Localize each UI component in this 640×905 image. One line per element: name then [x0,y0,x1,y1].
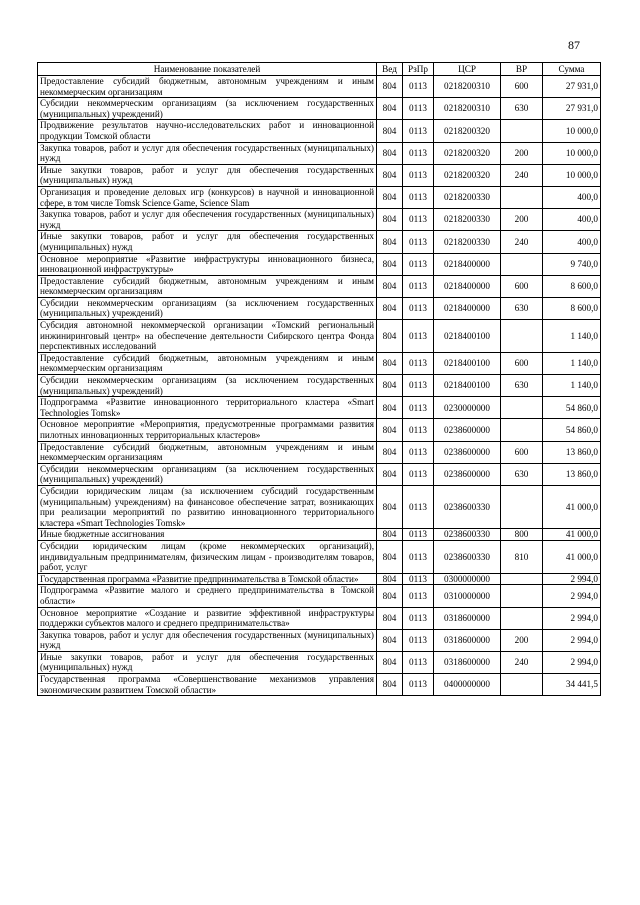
row-name-cell: Субсидии некоммерческим организациям (за исключением государственных (муниципальных) учреждений) [38,98,377,120]
row-ved-cell: 804 [377,98,403,120]
row-name-cell: Закупка товаров, работ и услуг для обеспечения государственных (муниципальных) нужд [38,209,377,231]
row-name-cell: Субсидии юридическим лицам (кроме некоммерческих организаций), индивидуальным предпринимателям, физическим лицам - производителям товаров, работ, услуг [38,540,377,573]
row-name-cell: Закупка товаров, работ и услуг для обеспечения государственных (муниципальных) нужд [38,629,377,651]
row-sum-cell: 1 140,0 [543,320,601,353]
table-row [38,142,601,164]
row-rzpr-cell: 0113 [403,209,434,231]
row-csr-cell: 0318600000 [434,651,501,673]
table-row [38,529,601,541]
row-ved-cell: 804 [377,629,403,651]
row-csr-cell: 0218400000 [434,297,501,319]
table-row [38,397,601,419]
row-sum-cell: 9 740,0 [543,253,601,275]
row-rzpr-cell: 0113 [403,142,434,164]
row-name-cell: Субсидии юридическим лицам (за исключением субсидий государственным (муниципальным) учреждениям) на финансовое обеспечение затрат, возникающих при реализации мероприятий по развитию инновационного территориального кластера «Smart Technologies Tomsk» [38,485,377,528]
row-ved-cell: 804 [377,529,403,541]
row-rzpr-cell: 0113 [403,98,434,120]
row-name-cell: Иные закупки товаров, работ и услуг для обеспечения государственных (муниципальных) нужд [38,651,377,673]
row-vr-cell [501,419,543,441]
row-csr-cell: 0218200320 [434,142,501,164]
row-csr-cell: 0310000000 [434,585,501,607]
row-csr-cell: 0230000000 [434,397,501,419]
row-sum-cell: 27 931,0 [543,76,601,98]
row-sum-cell: 13 860,0 [543,441,601,463]
row-ved-cell: 804 [377,209,403,231]
row-name-cell: Иные бюджетные ассигнования [38,529,377,541]
table-row [38,573,601,585]
row-ved-cell: 804 [377,441,403,463]
row-name-cell: Подпрограмма «Развитие малого и среднего предпринимательства в Томской области» [38,585,377,607]
row-ved-cell: 804 [377,463,403,485]
row-vr-cell [501,573,543,585]
row-ved-cell: 804 [377,76,403,98]
row-sum-cell: 41 000,0 [543,529,601,541]
row-sum-cell: 54 860,0 [543,419,601,441]
row-sum-cell: 2 994,0 [543,629,601,651]
header-rzpr: РзПр [403,63,434,76]
header-sum: Сумма [543,63,601,76]
row-vr-cell: 600 [501,441,543,463]
row-vr-cell [501,585,543,607]
row-name-cell: Иные закупки товаров, работ и услуг для обеспечения государственных (муниципальных) нужд [38,231,377,253]
table-row [38,120,601,142]
row-rzpr-cell: 0113 [403,253,434,275]
row-rzpr-cell: 0113 [403,397,434,419]
row-sum-cell: 41 000,0 [543,485,601,528]
row-csr-cell: 0400000000 [434,674,501,696]
row-vr-cell: 600 [501,275,543,297]
row-ved-cell: 804 [377,352,403,374]
table-row [38,607,601,629]
row-csr-cell: 0218200320 [434,120,501,142]
row-vr-cell [501,120,543,142]
row-rzpr-cell: 0113 [403,275,434,297]
row-rzpr-cell: 0113 [403,441,434,463]
row-csr-cell: 0238600330 [434,540,501,573]
row-rzpr-cell: 0113 [403,485,434,528]
row-rzpr-cell: 0113 [403,463,434,485]
row-ved-cell: 804 [377,607,403,629]
row-rzpr-cell: 0113 [403,76,434,98]
row-vr-cell [501,485,543,528]
row-rzpr-cell: 0113 [403,231,434,253]
table-row [38,320,601,353]
row-name-cell: Предоставление субсидий бюджетным, автономным учреждениям и иным некоммерческим организациям [38,76,377,98]
row-csr-cell: 0238600330 [434,529,501,541]
row-name-cell: Иные закупки товаров, работ и услуг для обеспечения государственных (муниципальных) нужд [38,164,377,186]
table-row [38,164,601,186]
row-csr-cell: 0238600330 [434,485,501,528]
row-sum-cell: 10 000,0 [543,120,601,142]
row-csr-cell: 0238600000 [434,419,501,441]
row-csr-cell: 0318600000 [434,607,501,629]
header-vr: ВР [501,63,543,76]
row-sum-cell: 400,0 [543,186,601,208]
table-row [38,297,601,319]
row-sum-cell: 54 860,0 [543,397,601,419]
row-rzpr-cell: 0113 [403,352,434,374]
row-csr-cell: 0218400100 [434,320,501,353]
row-ved-cell: 804 [377,585,403,607]
row-name-cell: Закупка товаров, работ и услуг для обеспечения государственных (муниципальных) нужд [38,142,377,164]
table-row [38,651,601,673]
row-ved-cell: 804 [377,297,403,319]
row-rzpr-cell: 0113 [403,629,434,651]
row-name-cell: Подпрограмма «Развитие инновационного территориального кластера «Smart Technologies Tomsk» [38,397,377,419]
row-csr-cell: 0300000000 [434,573,501,585]
row-ved-cell: 804 [377,674,403,696]
table-row [38,441,601,463]
row-rzpr-cell: 0113 [403,164,434,186]
row-vr-cell: 200 [501,142,543,164]
row-vr-cell: 630 [501,98,543,120]
row-csr-cell: 0218400100 [434,375,501,397]
table-row [38,419,601,441]
row-vr-cell: 240 [501,164,543,186]
header-name: Наименование показателей [38,63,377,76]
row-vr-cell: 200 [501,209,543,231]
row-csr-cell: 0218400100 [434,352,501,374]
row-csr-cell: 0218200310 [434,98,501,120]
table-row [38,76,601,98]
row-name-cell: Государственная программа «Совершенствование механизмов управления экономическим развитием Томской области» [38,674,377,696]
row-sum-cell: 2 994,0 [543,585,601,607]
row-sum-cell: 1 140,0 [543,375,601,397]
row-sum-cell: 13 860,0 [543,463,601,485]
row-rzpr-cell: 0113 [403,375,434,397]
row-vr-cell: 240 [501,231,543,253]
row-rzpr-cell: 0113 [403,529,434,541]
table-row [38,485,601,528]
row-vr-cell: 800 [501,529,543,541]
row-csr-cell: 0238600000 [434,463,501,485]
row-csr-cell: 0318600000 [434,629,501,651]
row-vr-cell: 600 [501,352,543,374]
row-csr-cell: 0218200310 [434,76,501,98]
row-name-cell: Предоставление субсидий бюджетным, автономным учреждениям и иным некоммерческим организациям [38,441,377,463]
row-name-cell: Субсидии некоммерческим организациям (за исключением государственных (муниципальных) учреждений) [38,463,377,485]
row-ved-cell: 804 [377,275,403,297]
row-ved-cell: 804 [377,375,403,397]
row-ved-cell: 804 [377,186,403,208]
row-sum-cell: 8 600,0 [543,297,601,319]
row-vr-cell [501,397,543,419]
row-sum-cell: 41 000,0 [543,540,601,573]
table-row [38,540,601,573]
row-vr-cell: 630 [501,375,543,397]
row-ved-cell: 804 [377,573,403,585]
row-ved-cell: 804 [377,142,403,164]
header-csr: ЦСР [434,63,501,76]
row-rzpr-cell: 0113 [403,607,434,629]
table-row [38,352,601,374]
row-vr-cell [501,253,543,275]
row-vr-cell: 240 [501,651,543,673]
row-rzpr-cell: 0113 [403,186,434,208]
row-name-cell: Субсидии некоммерческим организациям (за исключением государственных (муниципальных) учреждений) [38,297,377,319]
page-number: 87 [568,38,580,52]
row-vr-cell [501,320,543,353]
table-row [38,375,601,397]
row-rzpr-cell: 0113 [403,674,434,696]
row-vr-cell: 200 [501,629,543,651]
row-rzpr-cell: 0113 [403,585,434,607]
table-row [38,275,601,297]
row-rzpr-cell: 0113 [403,320,434,353]
row-vr-cell: 810 [501,540,543,573]
row-vr-cell [501,186,543,208]
row-ved-cell: 804 [377,120,403,142]
row-name-cell: Основное мероприятие «Мероприятия, предусмотренные программами развития пилотных инновационных территориальных кластеров» [38,419,377,441]
row-csr-cell: 0218200330 [434,231,501,253]
row-rzpr-cell: 0113 [403,297,434,319]
table-row [38,674,601,696]
row-vr-cell: 630 [501,463,543,485]
row-vr-cell: 600 [501,76,543,98]
row-name-cell: Основное мероприятие «Развитие инфраструктуры инновационного бизнеса, инновационной инфраструктуры» [38,253,377,275]
header-ved: Вед [377,63,403,76]
row-ved-cell: 804 [377,164,403,186]
table-row [38,585,601,607]
row-csr-cell: 0218200330 [434,209,501,231]
row-sum-cell: 2 994,0 [543,573,601,585]
table-row [38,629,601,651]
row-rzpr-cell: 0113 [403,573,434,585]
row-name-cell: Основное мероприятие «Создание и развитие эффективной инфраструктуры поддержки субъектов малого и среднего предпринимательства» [38,607,377,629]
table-row [38,463,601,485]
row-name-cell: Предоставление субсидий бюджетным, автономным учреждениям и иным некоммерческим организациям [38,275,377,297]
row-name-cell: Предоставление субсидий бюджетным, автономным учреждениям и иным некоммерческим организациям [38,352,377,374]
row-csr-cell: 0218200330 [434,186,501,208]
row-ved-cell: 804 [377,320,403,353]
row-name-cell: Субсидия автономной некоммерческой организации «Томский региональный инжиниринговый центр» на обеспечение деятельности Сибирского центра Фонда перспективных исследований [38,320,377,353]
table-row [38,253,601,275]
row-ved-cell: 804 [377,485,403,528]
row-ved-cell: 804 [377,253,403,275]
row-ved-cell: 804 [377,540,403,573]
row-rzpr-cell: 0113 [403,540,434,573]
row-name-cell: Субсидии некоммерческим организациям (за исключением государственных (муниципальных) учреждений) [38,375,377,397]
table-row [38,186,601,208]
row-sum-cell: 34 441,5 [543,674,601,696]
table-row [38,98,601,120]
row-sum-cell: 10 000,0 [543,164,601,186]
row-vr-cell [501,674,543,696]
row-name-cell: Продвижение результатов научно-исследовательских работ и инновационной продукции Томской области [38,120,377,142]
row-csr-cell: 0218400000 [434,275,501,297]
row-rzpr-cell: 0113 [403,651,434,673]
row-sum-cell: 2 994,0 [543,607,601,629]
row-ved-cell: 804 [377,651,403,673]
row-csr-cell: 0218200320 [434,164,501,186]
row-rzpr-cell: 0113 [403,419,434,441]
row-ved-cell: 804 [377,231,403,253]
row-sum-cell: 400,0 [543,231,601,253]
table-row [38,231,601,253]
row-rzpr-cell: 0113 [403,120,434,142]
row-csr-cell: 0218400000 [434,253,501,275]
row-ved-cell: 804 [377,419,403,441]
row-vr-cell: 630 [501,297,543,319]
row-vr-cell [501,607,543,629]
row-sum-cell: 400,0 [543,209,601,231]
row-sum-cell: 2 994,0 [543,651,601,673]
row-name-cell: Государственная программа «Развитие предпринимательства в Томской области» [38,573,377,585]
table-header-row [38,63,601,76]
budget-table [37,62,601,696]
row-ved-cell: 804 [377,397,403,419]
row-sum-cell: 10 000,0 [543,142,601,164]
row-sum-cell: 1 140,0 [543,352,601,374]
row-name-cell: Организация и проведение деловых игр (конкурсов) в научной и инновационной сфере, в том числе Tomsk Science Game, Science Slam [38,186,377,208]
row-sum-cell: 8 600,0 [543,275,601,297]
row-sum-cell: 27 931,0 [543,98,601,120]
table-row [38,209,601,231]
row-csr-cell: 0238600000 [434,441,501,463]
